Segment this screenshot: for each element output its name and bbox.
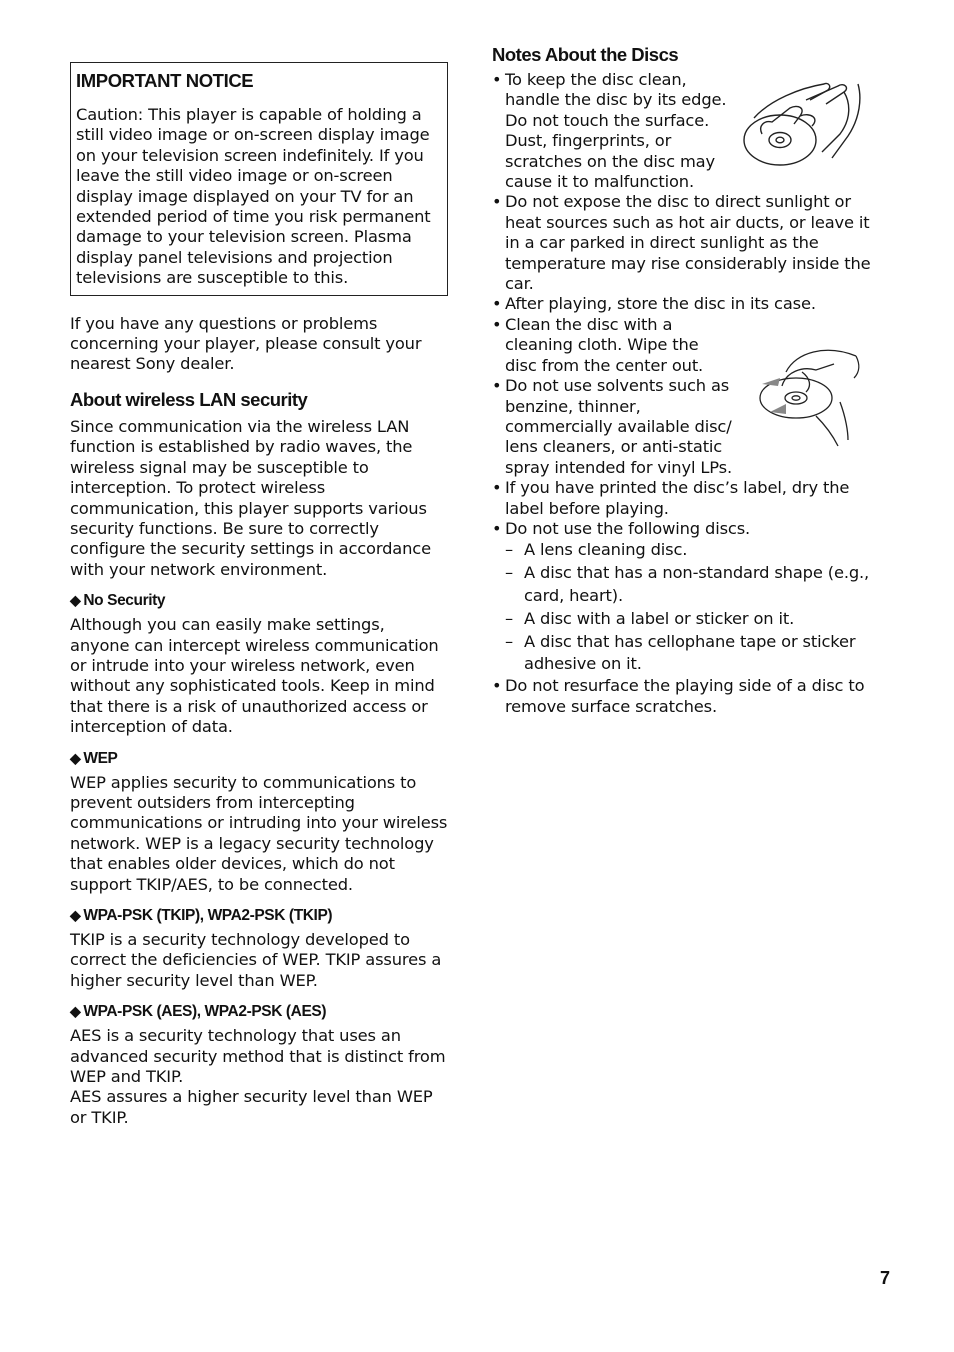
- list-item: – A disc with a label or sticker on it.: [505, 608, 795, 628]
- aes-text: AES is a security technology that uses an advanced security method that is distinct from WEP and TKIP.: [70, 1026, 446, 1087]
- list-item: • Clean the disc with a cleaning cloth. Wipe the disc from the center out.: [492, 314, 704, 375]
- list-item: – A disc that has a non-standard shape (e.g., card, heart).: [505, 563, 870, 605]
- list-item: • Do not resurface the playing side of a disc to remove surface scratches.: [492, 676, 865, 716]
- list-item: • Do not expose the disc to direct sunlight or heat sources such as hot air ducts, or leave it in a car parked in direct sunlight as the temperature may rise considerably inside the car.: [492, 192, 871, 294]
- important-notice-box: [70, 62, 448, 296]
- intro-paragraph: If you have any questions or problems concerning your player, please consult your nearest Sony dealer.: [70, 313, 422, 374]
- no-security-text: Although you can easily make settings, anyone can intercept wireless communication or intrude into your wireless network, even without any sophisticated tools. Keep in mind that there is a risk of unauthorized access or interception of data.: [70, 615, 439, 737]
- tkip-heading: ◆ WPA-PSK (TKIP), WPA2-PSK (TKIP): [70, 907, 333, 924]
- wireless-heading: About wireless LAN security: [70, 388, 308, 410]
- diamond-icon: ◆: [70, 592, 81, 609]
- notice-text: Caution: This player is capable of holding a still video image or on-screen display image on your television screen indefinitely. If you leave the still video image or on-screen display image displayed on your TV for an extended period of time you risk permanent damage to your television screen. Plasma display panel televisions and projection televisions are susceptible to this.: [76, 105, 431, 288]
- list-item: – A disc that has cellophane tape or sticker adhesive on it.: [505, 631, 856, 674]
- diamond-icon: ◆: [70, 907, 81, 923]
- page-number: 7: [880, 1268, 891, 1288]
- wep-heading: ◆ WEP: [70, 749, 118, 767]
- diamond-icon: ◆: [70, 749, 81, 766]
- cleaning-disc-illustration: [756, 342, 864, 450]
- tkip-text: TKIP is a security technology developed to correct the deficiencies of WEP. TKIP assures a higher security level than WEP.: [70, 930, 442, 990]
- aes-heading: ◆ WPA-PSK (AES), WPA2-PSK (AES): [70, 1003, 327, 1021]
- wireless-text: Since communication via the wireless LAN function is established by radio waves, the wireless signal may be susceptible to interception. To protect wireless communication, this player supports various security functions. Be sure to correctly configure the security settings in accordance with your network environment.: [70, 416, 431, 579]
- left-column: [70, 62, 448, 1128]
- discs-heading: Notes About the Discs: [492, 44, 679, 65]
- diamond-icon: ◆: [70, 1003, 81, 1020]
- notice-title: IMPORTANT NOTICE: [76, 70, 254, 91]
- wep-text: WEP applies security to communications to prevent outsiders from intercepting communications or intruding into your wireless network. WEP is a legacy security technology that enables older devices, which do not support TKIP/AES, to be connected.: [70, 772, 448, 894]
- no-security-heading: ◆ No Security: [70, 592, 166, 610]
- disc-types-list: [492, 539, 872, 676]
- list-item: • Do not use solvents such as benzine, thinner, commercially available disc/ lens cleaners, or anti-static spray intended for vinyl LPs.: [492, 376, 733, 477]
- list-item: • If you have printed the disc’s label, dry the label before playing.: [492, 478, 850, 518]
- discs-list-end: [492, 676, 872, 717]
- list-item: • Do not use the following discs.: [492, 518, 751, 538]
- list-item: – A lens cleaning disc.: [505, 540, 688, 560]
- aes-text-2: AES assures a higher security level than WEP or TKIP.: [70, 1087, 433, 1127]
- hand-holding-disc-illustration: [740, 78, 864, 170]
- list-item: • To keep the disc clean, handle the disc by its edge. Do not touch the surface. Dust, fingerprints, or scratches on the disc may cause it to malfunction.: [492, 70, 727, 192]
- list-item: • After playing, store the disc in its case.: [492, 294, 816, 314]
